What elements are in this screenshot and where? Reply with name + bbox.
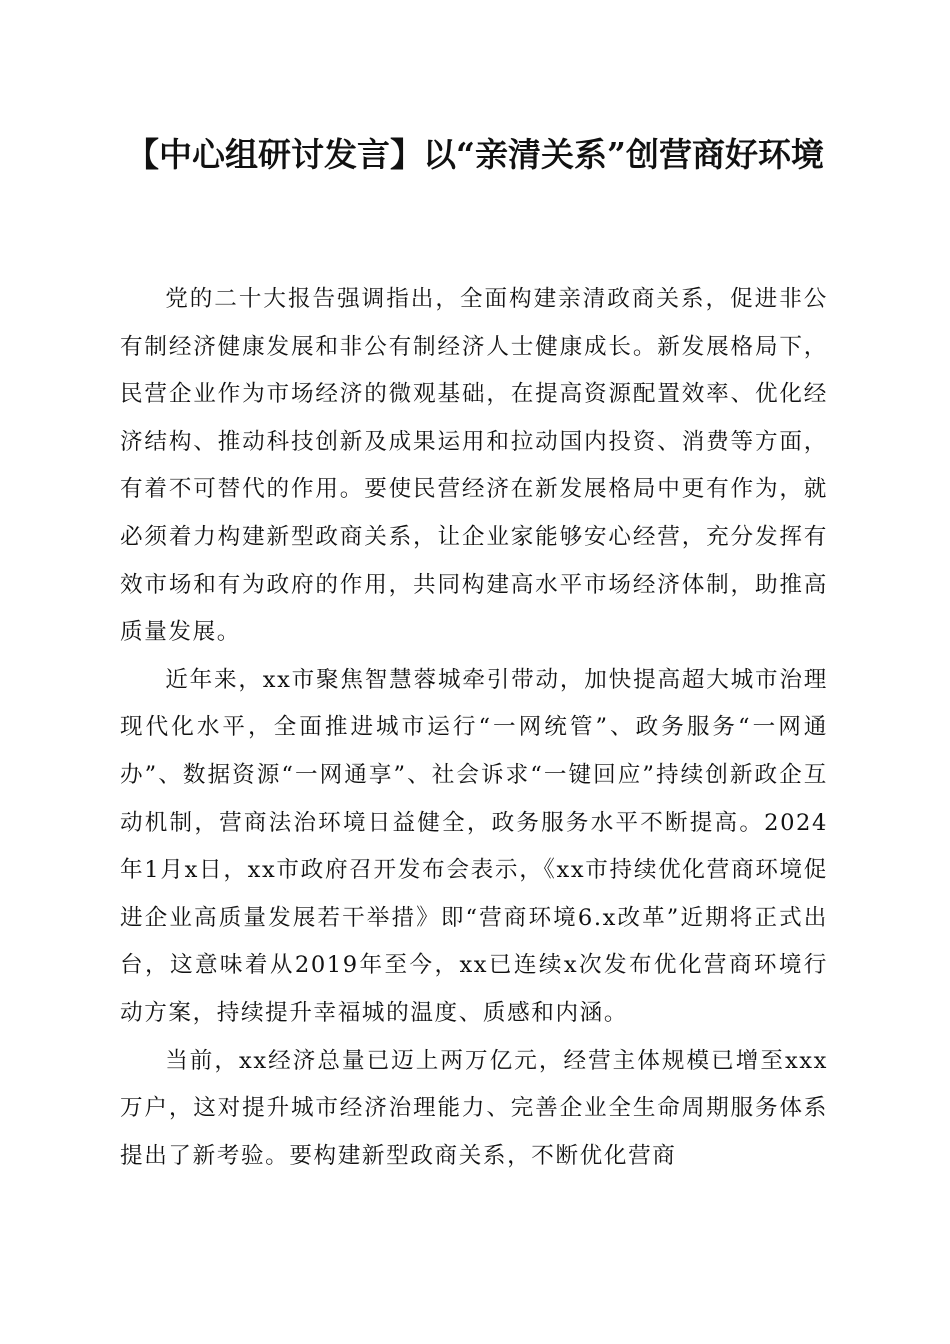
paragraph-2: 近年来，xx市聚焦智慧蓉城牵引带动，加快提高超大城市治理现代化水平，全面推进城市运行“一网统管”、政务服务“一网通办”、数据资源“一网通享”、社会诉求“一键回应”持续创新政企互动机制，营商法治环境日益健全，政务服务水平不断提高。2024年1月x日，xx市政府召开发布会表示，《xx市持续优化营商环境促进企业高质量发展若干举措》即“营商环境6.x改革”近期将正式出台，这意味着从2019年至今，xx已连续x次发布优化营商环境行动方案，持续提升幸福城的温度、质感和内涵。 [120, 666, 828, 1026]
document-title: 【中心组研讨发言】以“亲清关系”创营商好环境 [126, 135, 824, 174]
paragraph-3: 当前，xx经济总量已迈上两万亿元，经营主体规模已增至xxx万户，这对提升城市经济治理能力、完善企业全生命周期服务体系提出了新考验。要构建新型政商关系，不断优化营商 [120, 1047, 828, 1169]
paragraph-1: 党的二十大报告强调指出，全面构建亲清政商关系，促进非公有制经济健康发展和非公有制经济人士健康成长。新发展格局下，民营企业作为市场经济的微观基础，在提高资源配置效率、优化经济结构、推动科技创新及成果运用和拉动国内投资、消费等方面，有着不可替代的作用。要使民营经济在新发展格局中更有作为，就必须着力构建新型政商关系，让企业家能够安心经营，充分发挥有效市场和有为政府的作用，共同构建高水平市场经济体制，助推高质量发展。 [120, 286, 828, 646]
document-body [120, 276, 828, 1180]
